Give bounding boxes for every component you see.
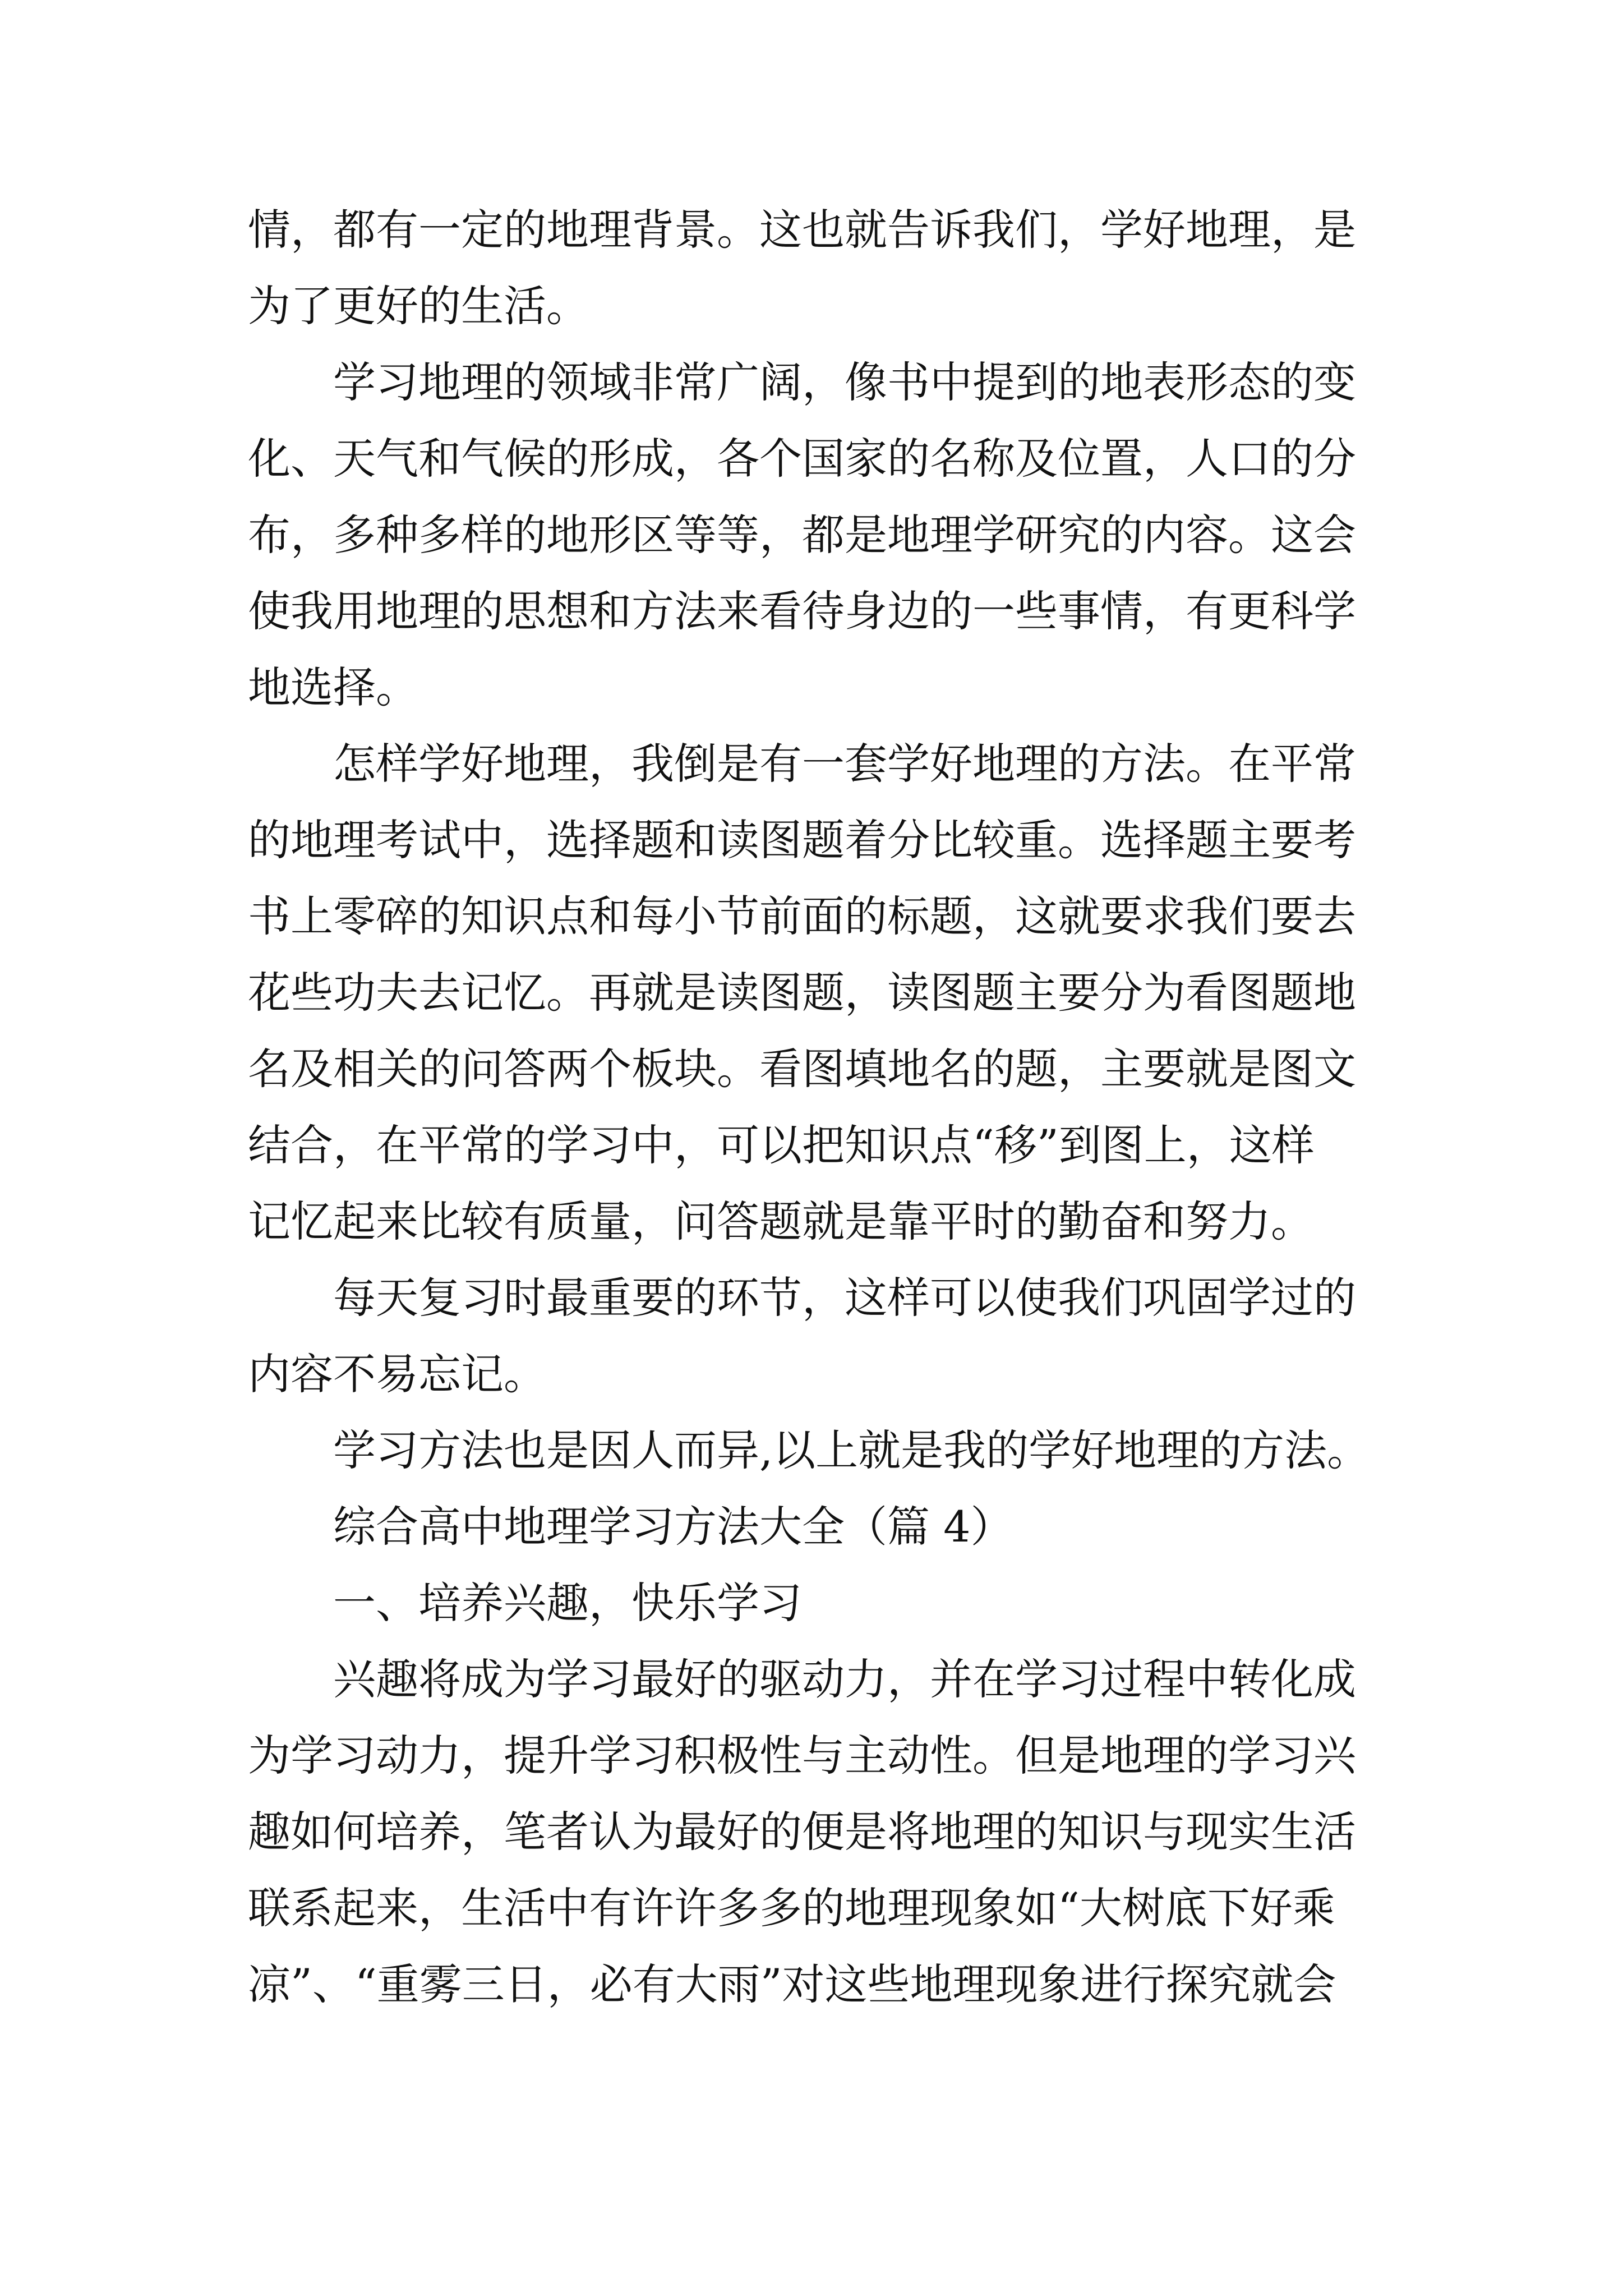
text-line: 联系起来，生活中有许许多多的地理现象如“大树底下好乘 xyxy=(248,1883,1335,1933)
paragraph-first-line: 每天复习时最重要的环节，这样可以使我们巩固学过的 xyxy=(333,1273,1356,1323)
paragraph-first-line: 学习方法也是因人而异,以上就是我的学好地理的方法。 xyxy=(333,1425,1370,1475)
text-line: 地选择。 xyxy=(248,662,418,712)
text-line: 为了更好的生活。 xyxy=(248,281,589,331)
text-line: 书上零碎的知识点和每小节前面的标题，这就要求我们要去 xyxy=(248,891,1356,941)
text-line: 使我用地理的思想和方法来看待身边的一些事情，有更科学 xyxy=(248,586,1356,636)
section-heading: 综合高中地理学习方法大全（篇 4） xyxy=(333,1502,1013,1552)
text-line: 凉”、“重雾三日，必有大雨”对这些地理现象进行探究就会 xyxy=(248,1959,1336,2009)
text-line: 花些功夫去记忆。再就是读图题，读图题主要分为看图题地 xyxy=(248,968,1356,1018)
text-line: 记忆起来比较有质量，问答题就是靠平时的勤奋和努力。 xyxy=(248,1197,1313,1246)
text-line: 名及相关的问答两个板块。看图填地名的题，主要就是图文 xyxy=(248,1044,1356,1094)
text-line: 布，多种多样的地形区等等，都是地理学研究的内容。这会 xyxy=(248,510,1356,560)
text-line: 化、天气和气候的形成，各个国家的名称及位置，人口的分 xyxy=(248,434,1356,484)
text-line: 为学习动力，提升学习积极性与主动性。但是地理的学习兴 xyxy=(248,1731,1356,1780)
paragraph-first-line: 学习地理的领域非常广阔，像书中提到的地表形态的变 xyxy=(333,357,1356,407)
text-line: 结合，在平常的学习中，可以把知识点“移”到图上，这样 xyxy=(248,1120,1315,1170)
paragraph-first-line: 兴趣将成为学习最好的驱动力，并在学习过程中转化成 xyxy=(333,1654,1356,1704)
text-line: 的地理考试中，选择题和读图题着分比较重。选择题主要考 xyxy=(248,815,1356,865)
paragraph-first-line: 怎样学好地理，我倒是有一套学好地理的方法。在平常 xyxy=(333,739,1356,789)
subsection-heading: 一、培养兴趣，快乐学习 xyxy=(333,1578,802,1628)
text-line: 趣如何培养，笔者认为最好的便是将地理的知识与现实生活 xyxy=(248,1807,1356,1857)
text-line: 情，都有一定的地理背景。这也就告诉我们，学好地理，是 xyxy=(248,205,1356,255)
text-line: 内容不易忘记。 xyxy=(248,1349,546,1399)
